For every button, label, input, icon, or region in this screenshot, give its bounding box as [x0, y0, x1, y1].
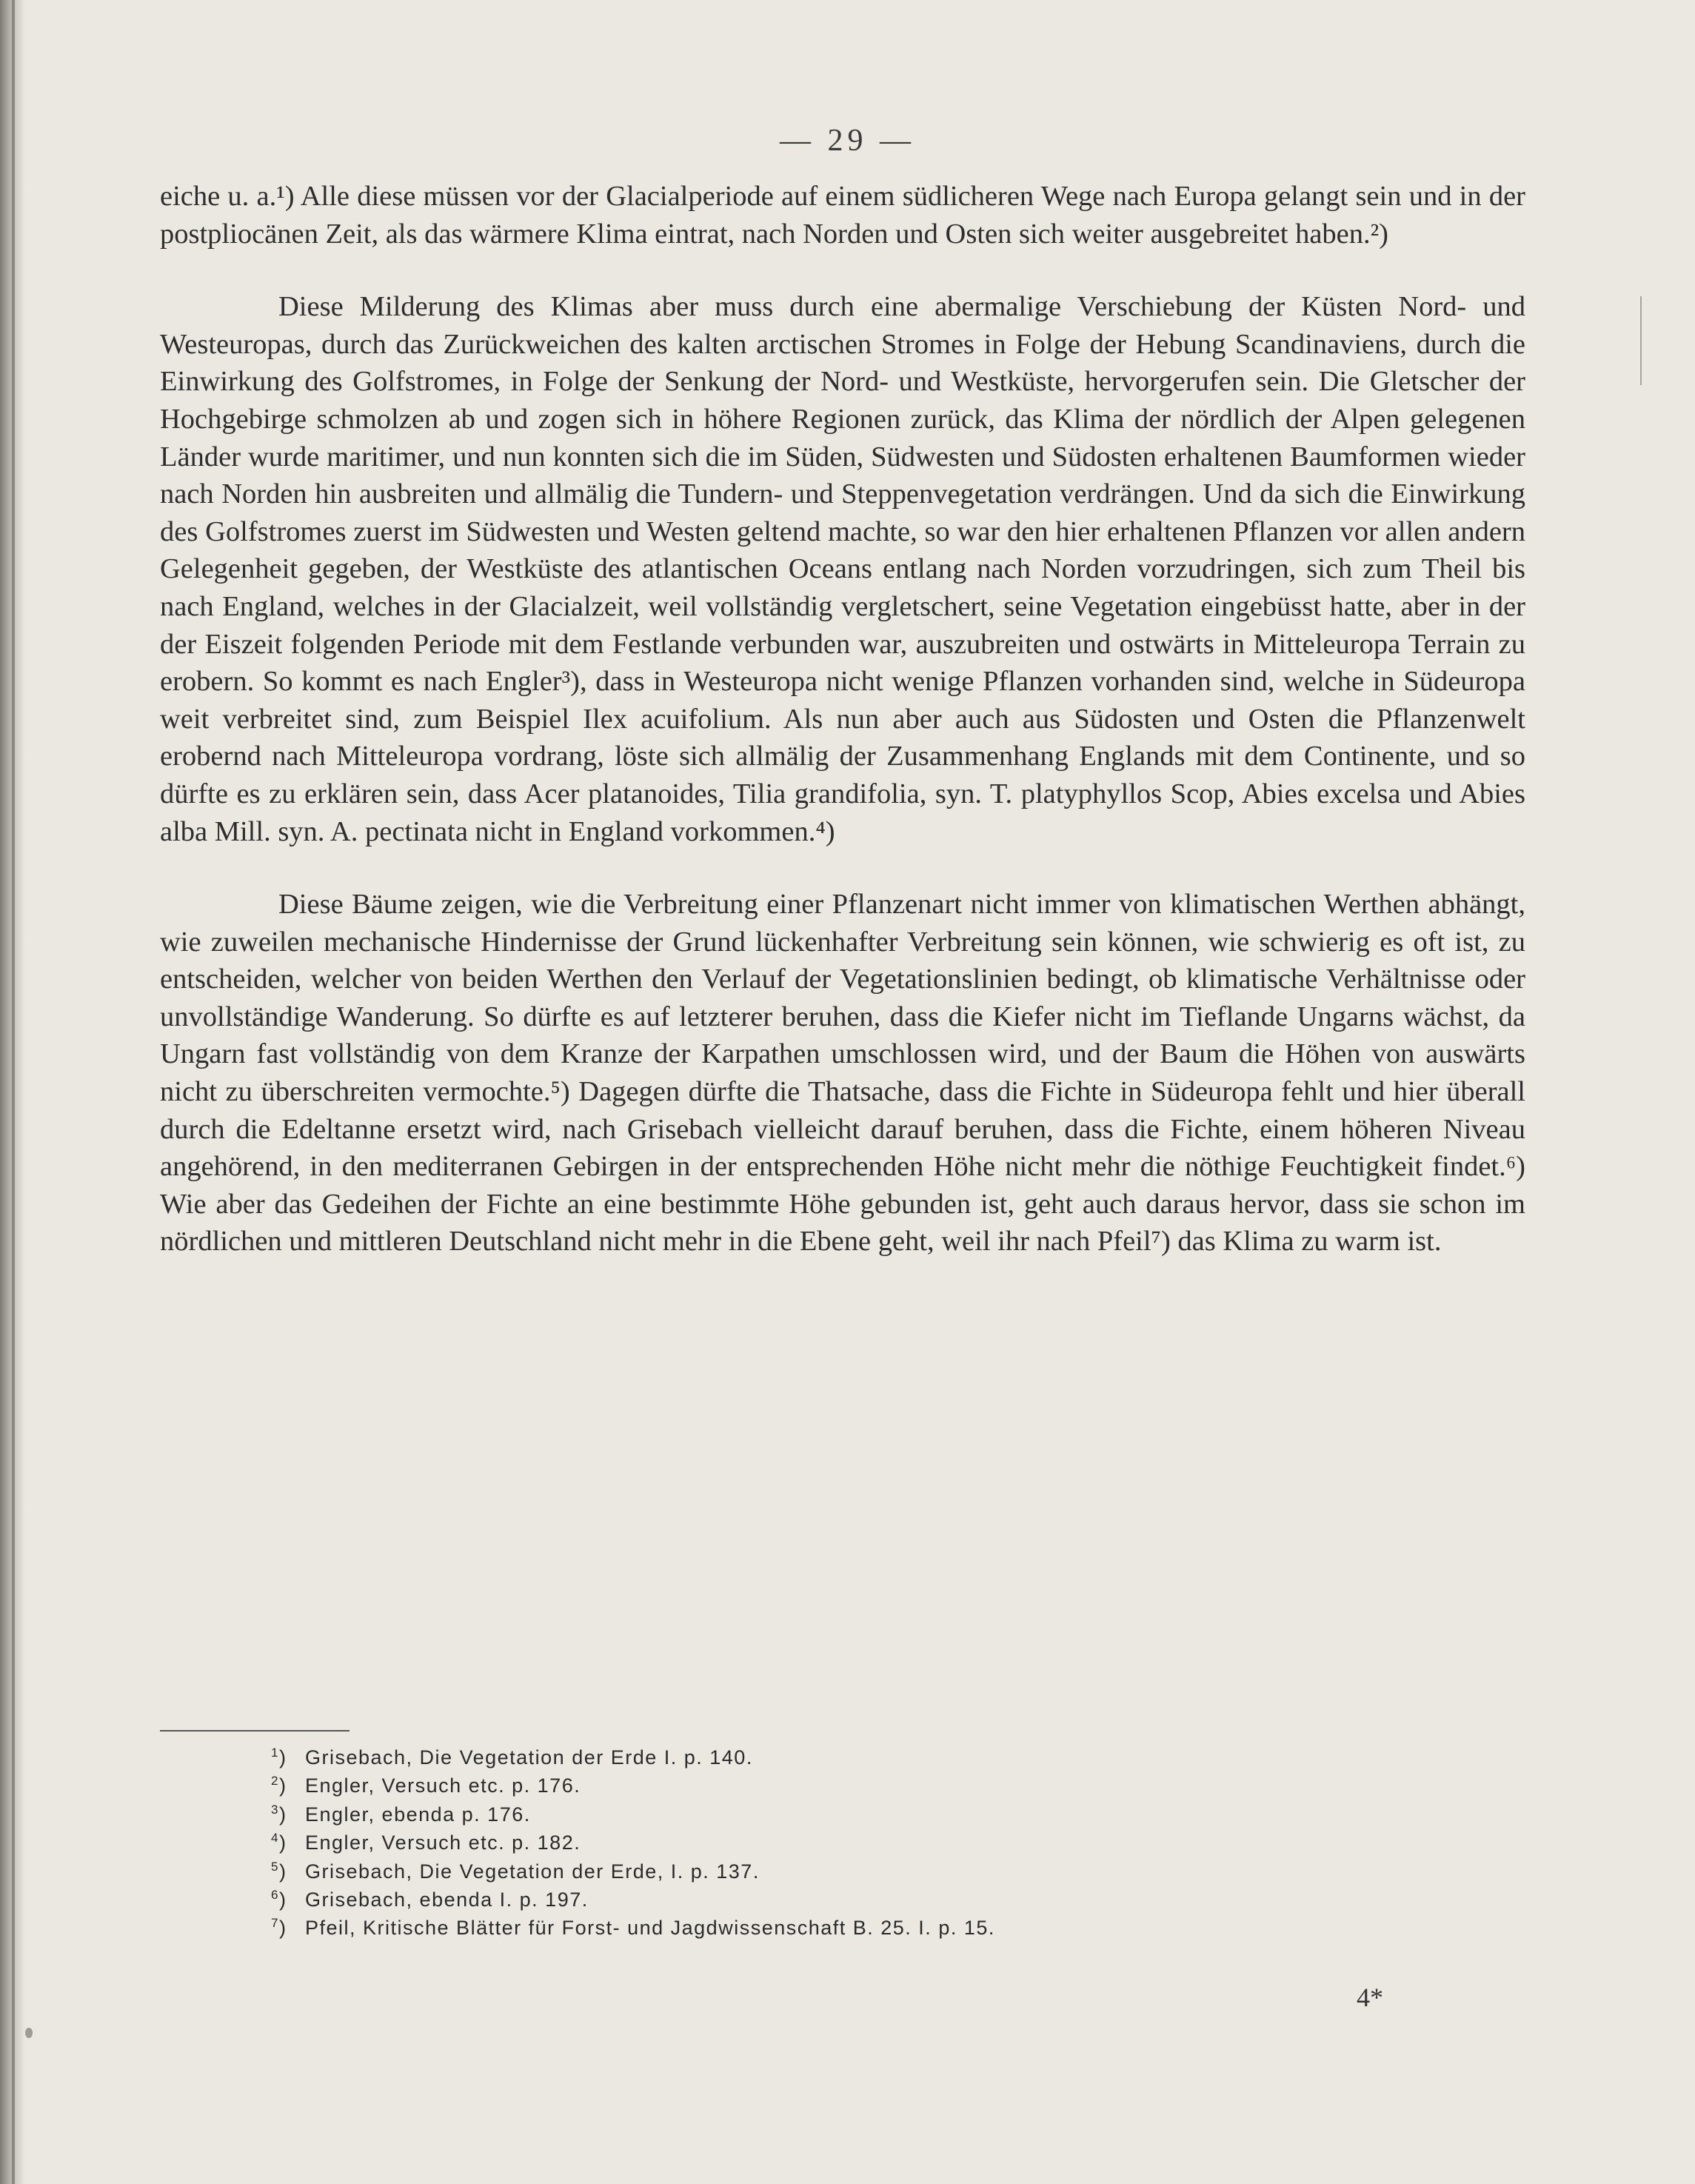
- paragraph-2: Diese Milderung des Klimas aber muss durch eine abermalige Verschiebung der Küsten Nord- und Westeuropas, durch das Zurückweichen des kalten arctischen Stromes in Folge der Hebung Scandinaviens, durch die Einwirkung des Golfstromes, in Folge der Senkung der Nord- und Westküste, hervorgerufen sein. Die Gletscher der Hochgebirge schmolzen ab und zogen sich in höhere Regionen zurück, das Klima der nördlich der Alpen gelegenen Länder wurde maritimer, und nun konnten sich die im Süden, Südwesten und Südosten erhaltenen Baumformen wieder nach Norden hin ausbreiten und allmälig die Tundern- und Steppenvegetation verdrängen. Und da sich die Einwirkung des Golfstromes zuerst im Südwesten und Westen geltend machte, so war den hier erhaltenen Pflanzen vor allen andern Gelegenheit gegeben, der Westküste des atlantischen Oceans entlang nach Norden vorzudringen, sich zum Theil bis nach England, welches in der Glacialzeit, weil vollständig vergletschert, seine Vegetation eingebüsst hatte, aber in der der Eiszeit folgenden Periode mit dem Festlande verbunden war, auszubreiten und ostwärts in Mitteleuropa Terrain zu erobern. So kommt es nach Engler³), dass in Westeuropa nicht wenige Pflanzen vorhanden sind, welche in Südeuropa weit verbreitet sind, zum Beispiel Ilex acuifolium. Als nun aber auch aus Südosten und Osten die Pflanzenwelt erobernd nach Mitteleuropa vordrang, löste sich allmälig der Zusammenhang Englands mit dem Continente, und so dürfte es zu erklären sein, dass Acer platanoides, Tilia grandifolia, syn. T. platyphyllos Scop, Abies excelsa und Abies alba Mill. syn. A. pectinata nicht in England vorkommen.⁴): [160, 291, 1525, 847]
- footnote-text: Engler, Versuch etc. p. 176.: [305, 1774, 581, 1797]
- footnotes: [271, 1743, 1382, 1943]
- footnote-item: $^5$) Grisebach, Die Vegetation der Erde, I. p. 137.: [271, 1859, 760, 1883]
- footnote-text: Engler, Versuch etc. p. 182.: [305, 1831, 581, 1854]
- paper-speck: [25, 2028, 33, 2038]
- footnote-text: Engler, ebenda p. 176.: [305, 1803, 531, 1826]
- footnote-item: $^7$) Pfeil, Kritische Blätter für Forst- und Jagdwissenschaft B. 25. I. p. 15.: [271, 1916, 995, 1940]
- paragraph-3: Diese Bäume zeigen, wie die Verbreitung einer Pflanzenart nicht immer von klimatischen Werthen abhängt, wie zuweilen mechanische Hindernisse der Grund lückenhafter Verbreitung sein können, wie schwierig es oft ist, zu entscheiden, welcher von beiden Werthen den Verlauf der Vegetationslinien bedingt, ob klimatische Verhältnisse oder unvollständige Wanderung. So dürfte es auf letzterer beruhen, dass die Kiefer nicht im Tieflande Ungarns wächst, da Ungarn fast vollständig von dem Kranze der Karpathen umschlossen wird, und der Baum die Höhen von auswärts nicht zu überschreiten vermochte.⁵) Dagegen dürfte die Thatsache, dass die Fichte in Südeuropa fehlt und hier überall durch die Edeltanne ersetzt wird, nach Grisebach vielleicht darauf beruhen, dass die Fichte, einem höheren Niveau angehörend, in den mediterranen Gebirgen in der entsprechenden Höhe nicht mehr die nöthige Feuchtigkeit findet.⁶) Wie aber das Gedeihen der Fichte an eine bestimmte Höhe gebunden ist, geht auch daraus hervor, dass sie schon im nördlichen und mittleren Deutschland nicht mehr in die Ebene geht, weil ihr nach Pfeil⁷) das Klima zu warm ist.: [160, 889, 1525, 1258]
- footnote-mark: 3: [271, 1802, 279, 1817]
- footnote-text: Grisebach, ebenda I. p. 197.: [305, 1889, 589, 1911]
- footnote-text: Pfeil, Kritische Blätter für Forst- und Jagdwissenschaft B. 25. I. p. 15.: [305, 1917, 995, 1940]
- footnote-item: $^1$) Grisebach, Die Vegetation der Erde I. p. 140.: [271, 1746, 753, 1769]
- signature-mark: 4*: [1357, 1983, 1383, 2012]
- binding-line: [12, 0, 15, 2184]
- footnote-mark: 6: [271, 1888, 279, 1903]
- body-text: [160, 178, 1525, 1260]
- margin-pencil-mark: [1640, 296, 1642, 385]
- footnote-item: $^3$) Engler, ebenda p. 176.: [271, 1802, 531, 1826]
- paragraph-1: eiche u. a.¹) Alle diese müssen vor der Glacialperiode auf einem südlicheren Wege nach Europa gelangt sein und in der postpliocänen Zeit, als das wärmere Klima eintrat, nach Norden und Osten sich weiter ausgebreitet haben.²): [160, 181, 1525, 250]
- footnote-mark: 1: [271, 1746, 279, 1760]
- footnote-item: $^6$) Grisebach, ebenda I. p. 197.: [271, 1888, 589, 1911]
- footnote-divider: [160, 1730, 350, 1731]
- page-number: — 29 —: [780, 124, 915, 158]
- footnote-text: Grisebach, Die Vegetation der Erde I. p. 140.: [305, 1746, 753, 1769]
- footnote-item: $^4$) Engler, Versuch etc. p. 182.: [271, 1831, 581, 1854]
- footnote-mark: 7: [271, 1916, 279, 1931]
- footnote-mark: 5: [271, 1859, 279, 1874]
- footnote-mark: 4: [271, 1831, 279, 1846]
- footnote-item: $^2$) Engler, Versuch etc. p. 176.: [271, 1774, 581, 1797]
- footnote-text: Grisebach, Die Vegetation der Erde, I. p. 137.: [305, 1860, 760, 1883]
- footnote-mark: 2: [271, 1774, 279, 1789]
